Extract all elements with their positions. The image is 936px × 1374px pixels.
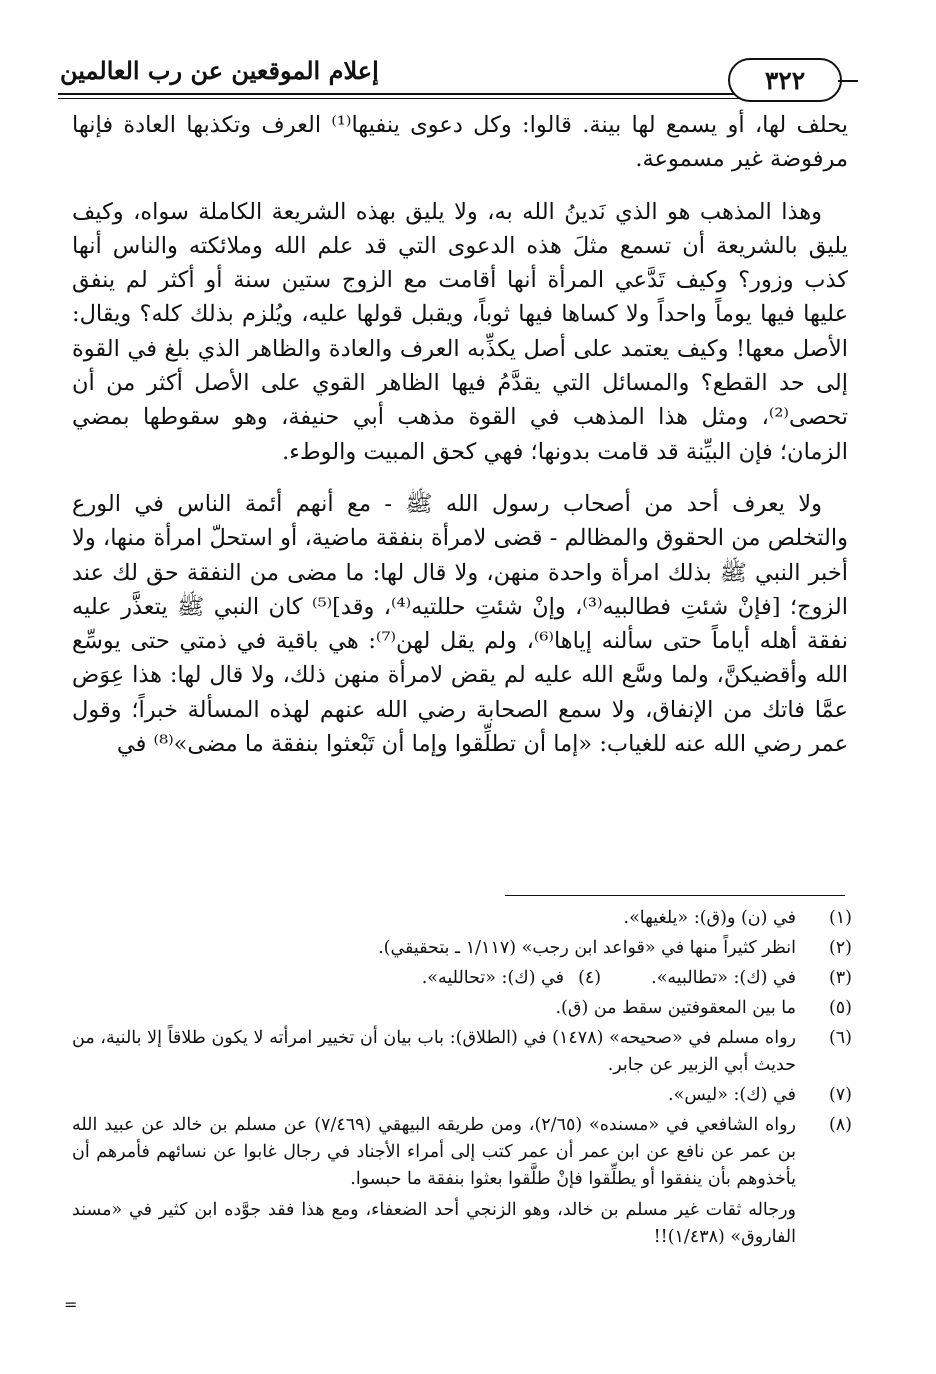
continuation-mark: = — [64, 1295, 78, 1314]
footnote-number: (١) — [828, 908, 852, 928]
footnote-7 — [72, 1082, 852, 1109]
footnote-2 — [72, 935, 852, 962]
paragraph-2: وهذا المذهب هو الذي نَدينُ الله به، ولا يليق بهذه الشريعة الكاملة سواه، وكيف يليق بالشريعة أن تسمع مثلَ هذه الدعوى التي قد علم الله وملائكته والناس أنها كذب وزور؟ وكيف تَدَّعي المرأة أنها أقامت مع الزوج ستين سنة أو أكثر لم ينفق عليها فيها يوماً واحداً ولا كساها فيها ثوباً، ويقبل قولها عليه، ويُلزم بذلك كله؟ ويقال: الأصل معها! وكيف يعتمد على أصل يكذِّبه العرف والعادة والظاهر الذي بلغ في القوة إلى حد القطع؟ والمسائل التي يقدَّمُ فيها الظاهر القوي على الأصل أكثر من أن تحصى⁽²⁾، ومثل هذا المذهب في القوة مذهب أبي حنيفة، وهو سقوطها بمضي الزمان؛ فإن البيِّنة قد قامت بدونها؛ فهي كحق المبيت والوطء. — [72, 198, 848, 465]
footnote-5 — [72, 995, 852, 1022]
footnote-separator — [505, 895, 845, 896]
main-text — [72, 108, 848, 761]
paragraph-3: ولا يعرف أحد من أصحاب رسول الله ﷺ - مع أنهم أئمة الناس في الورع والتخلص من الحقوق والمظالم - قضى لامرأة بنفقة ماضية، أو استحلّ امرأة منها، ولا أخبر النبي ﷺ بذلك امرأة واحدة منهن، ولا قال لها: ما مضى من النفقة حق لك عند الزوج؛ [فإنْ شئتِ فطالبيه⁽³⁾، وإنْ شئتِ حللتيه⁽⁴⁾، وقد]⁽⁵⁾ كان النبي ﷺ يتعذَّر عليه نفقة أهله أياماً حتى سألنه إياها⁽⁶⁾، ولم يقل لهن⁽⁷⁾: هي باقية في ذمتي حتى يوسِّع الله وأقضيكنَّ، ولما وسَّع الله عليه لم يقض لامرأة منهن ذلك، ولا قال لها: هذا عِوَض عمَّا فاتك من الإنفاق، ولا سمع الصحابة رضي الله عنهم لهذه المسألة خبراً؛ وقول عمر رضي الله عنه للغياب: «إما أن تطلِّقوا وإما أن تَبْعثوا بنفقة ما مضى»⁽⁸⁾ في — [72, 490, 848, 758]
header-rule — [58, 93, 788, 99]
footnote-text: رواه الشافعي في «مسنده» (٢/٦٥)، ومن طريقه البيهقي (٧/٤٦٩) عن مسلم بن خالد عن عبيد الله بن عمر عن نافع عن ابن عمر أن عمر كتب إلى أمراء الأجناد في رجال غابوا عن نسائهم فأمرهم أن يأخذوهم بأن ينفقوا أو يطلِّقوا فإنْ طلَّقوا بعثوا بنفقة ما حبسوا. — [72, 1115, 797, 1189]
footnote-6 — [72, 1025, 852, 1079]
footnote-text: في (ك): «تحالليه». — [421, 968, 565, 988]
footnote-text: رواه مسلم في «صحيحه» (١٤٧٨) في (الطلاق): باب بيان أن تخيير امرأته لا يكون طلاقاً إلا بالنية، من حديث أبي الزبير عن جابر. — [72, 1028, 796, 1075]
footnote-number: (٣) — [828, 968, 852, 988]
footnote-1 — [72, 905, 852, 932]
footnote-text: في (ك): «ليس». — [668, 1085, 796, 1105]
footnote-pair — [422, 965, 796, 992]
footnote-number: (٧) — [828, 1085, 852, 1105]
footnote-number: (٦) — [828, 1028, 852, 1048]
footnote-number: (٤) — [578, 968, 602, 988]
footnote-number: (٢) — [828, 938, 852, 958]
footnote-number: (٨) — [828, 1115, 852, 1135]
running-header-title: إعلام الموقعين عن رب العالمين — [60, 56, 379, 85]
footnote-3-4 — [72, 965, 852, 992]
footnote-text: في (ك): «تطالبيه». — [651, 968, 796, 988]
page-number-badge: ٣٢٢ — [728, 58, 842, 102]
footnote-text: انظر كثيراً منها في «قواعد ابن رجب» (١/١١٧ ـ بتحقيقي). — [378, 938, 796, 958]
footnote-text: ما بين المعقوفتين سقط من (ق). — [555, 998, 796, 1018]
footnote-8 — [72, 1112, 852, 1193]
footnote-continuation: ورجاله ثقات غير مسلم بن خالد، وهو الزنجي أحد الضعفاء، ومع هذا فقد جوَّده ابن كثير في «مسند الفاروق» (١/٤٣٨)!! — [72, 1200, 796, 1247]
footnotes — [72, 905, 852, 1251]
footnote-text: في (ن) و(ق): «يلغيها». — [623, 908, 796, 928]
header-rule-tail — [838, 80, 858, 82]
paragraph-1: يحلف لها، أو يسمع لها بينة. قالوا: وكل دعوى ينفيها⁽¹⁾ العرف وتكذبها العادة فإنها مرفوضة غير مسموعة. — [72, 112, 848, 173]
footnote-number: (٥) — [828, 998, 852, 1018]
